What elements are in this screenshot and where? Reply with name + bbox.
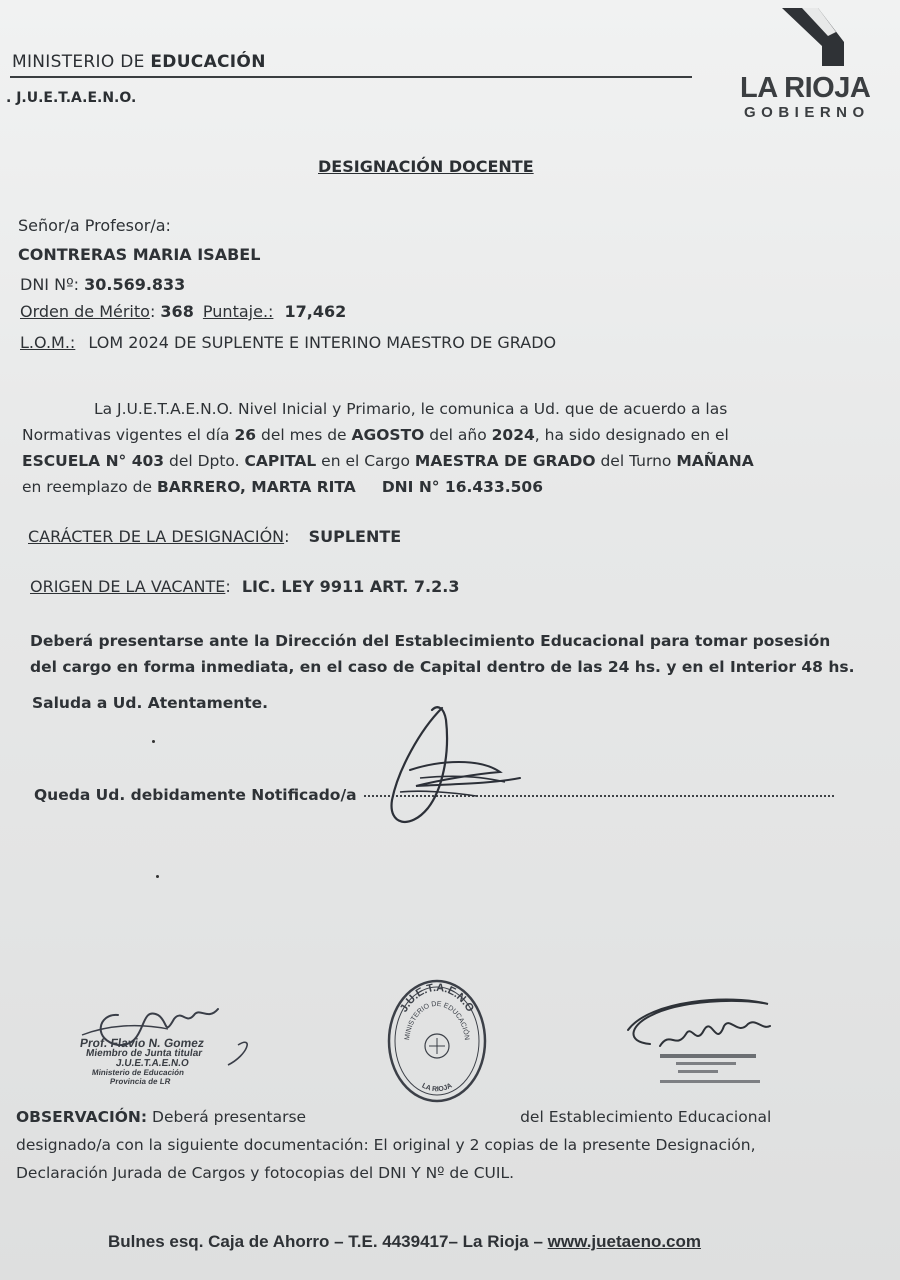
body-line-1: La J.U.E.T.A.E.N.O. Nivel Inicial y Primario, le comunica a Ud. que de acuerdo a las (94, 400, 728, 418)
body-line-4: en reemplazo de BARRERO, MARTA RITA DNI N° 16.433.506 (22, 478, 543, 496)
lom-value: LOM 2024 DE SUPLENTE E INTERINO MAESTRO DE GRADO (88, 333, 557, 352)
dni-label: DNI Nº: (20, 275, 79, 294)
agency-name: . J.U.E.T.A.E.N.O. (6, 90, 137, 106)
designation-day: 26 (234, 426, 257, 444)
seal-bottom-text: LA RIOJA (420, 1082, 454, 1094)
position-name: MAESTRA DE GRADO (414, 452, 596, 470)
origin-label: ORIGEN DE LA VACANTE (30, 577, 226, 596)
seal-top-text: J.U.E.T.A.E.N.O (397, 981, 477, 1015)
signer-org: J.U.E.T.A.E.N.O (115, 1058, 190, 1069)
notice-line-1: Deberá presentarse ante la Dirección del Establecimiento Educacional para tomar posesión (30, 632, 831, 650)
department: CAPITAL (244, 452, 317, 470)
logo-name: LA RIOJA (740, 72, 871, 104)
score-value: 17,462 (284, 302, 347, 321)
character-line: CARÁCTER DE LA DESIGNACIÓN: SUPLENTE (28, 527, 402, 546)
signer-role: Miembro de Junta titular (85, 1048, 203, 1059)
school-name: ESCUELA N° 403 (22, 452, 165, 470)
signer-name: Prof. Flavio N. Gomez (79, 1036, 206, 1050)
merit-label: Orden de Mérito (20, 302, 150, 321)
logo-subtitle: GOBIERNO (744, 104, 870, 121)
observation-line-2: designado/a con la siguiente documentación: El original y 2 copias de la presente Designación, (16, 1136, 756, 1154)
seal-inner-text: MINISTERIO DE EDUCACIÓN (404, 1000, 470, 1041)
header-divider (10, 76, 692, 78)
dni-value: 30.569.833 (84, 275, 186, 294)
origin-line: ORIGEN DE LA VACANTE: LIC. LEY 9911 ART. 7.2.3 (30, 577, 460, 596)
website-link[interactable]: www.juetaeno.com (547, 1232, 702, 1251)
la-rioja-logo-icon (782, 6, 846, 68)
dni-line (20, 275, 185, 294)
merit-value: 368 (160, 302, 194, 321)
lom-line (20, 333, 556, 352)
replaced-dni: DNI N° 16.433.506 (381, 478, 543, 496)
closing-greeting: Saluda a Ud. Atentamente. (32, 694, 269, 712)
body-line-2: Normativas vigentes el día 26 del mes de AGOSTO del año 2024, ha sido designado en el (22, 426, 729, 444)
shift: MAÑANA (676, 452, 754, 470)
observation-label: OBSERVACIÓN: (16, 1108, 148, 1126)
notified-label: Queda Ud. debidamente Notificado/a (34, 786, 357, 804)
svg-text:J.U.E.T.A.E.N.O (398, 982, 476, 1015)
score-label: Puntaje.: (202, 302, 274, 321)
observation-line-1: OBSERVACIÓN: Deberá presentarse del Establecimiento Educacional (16, 1108, 772, 1126)
replaced-teacher: BARRERO, MARTA RITA (156, 478, 356, 496)
footer-address: Bulnes esq. Caja de Ahorro – T.E. 4439417– La Rioja – www.juetaeno.com (108, 1232, 702, 1251)
recipient-name: CONTRERAS MARIA ISABEL (18, 245, 261, 264)
signer-ministry: Ministerio de Educación (91, 1068, 185, 1077)
official-seal-icon (385, 978, 489, 1104)
body-line-3: ESCUELA N° 403 del Dpto. CAPITAL en el Cargo MAESTRA DE GRADO del Turno MAÑANA (22, 452, 754, 470)
ministry-header: MINISTERIO DE EDUCACIÓN (12, 52, 266, 72)
origin-value: LIC. LEY 9911 ART. 7.2.3 (241, 577, 460, 596)
salutation: Señor/a Profesor/a: (18, 216, 171, 235)
merit-line: Orden de Mérito: 368 Puntaje.: 17,462 (20, 302, 347, 321)
observation-section (16, 1103, 866, 1187)
designation-year: 2024 (491, 426, 535, 444)
designation-paragraph (22, 396, 832, 500)
character-label: CARÁCTER DE LA DESIGNACIÓN (28, 527, 285, 546)
presentation-notice (30, 628, 855, 680)
svg-text:LA RIOJA (421, 1082, 454, 1093)
recipient-signature-icon (380, 700, 530, 835)
observation-line-3: Declaración Jurada de Cargos y fotocopias del DNI Y Nº de CUIL. (16, 1164, 515, 1182)
character-value: SUPLENTE (308, 527, 402, 546)
lom-label: L.O.M.: (20, 333, 76, 352)
official-signature-right-icon (620, 990, 780, 1090)
designation-month: AGOSTO (351, 426, 425, 444)
notice-line-2: del cargo en forma inmediata, en el caso de Capital dentro de las 24 hs. y en el Interior 48 hs. (30, 658, 855, 676)
signer-province: Provincia de LR (109, 1077, 172, 1086)
document-title: DESIGNACIÓN DOCENTE (318, 157, 534, 176)
